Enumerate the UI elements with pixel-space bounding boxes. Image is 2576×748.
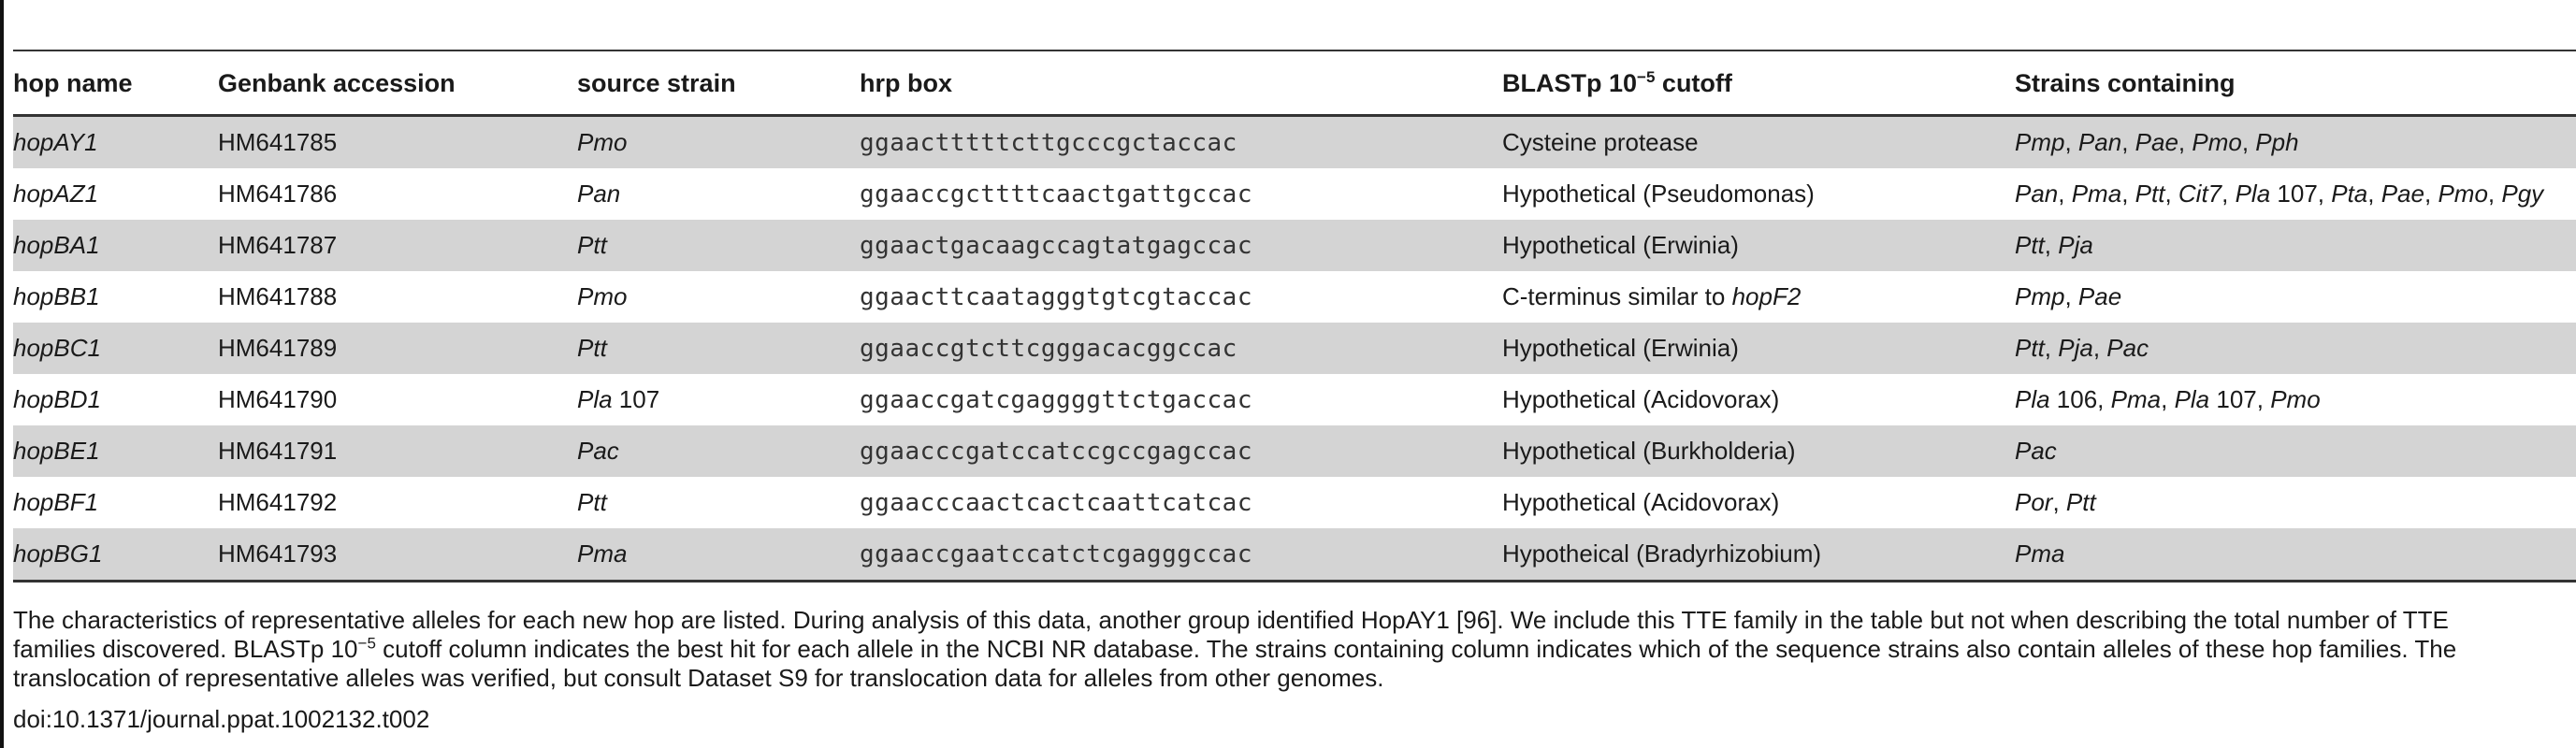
cell-hrp-box: ggaaccgatcgaggggttctgaccac (860, 385, 1252, 414)
cell-source-strain (577, 323, 860, 374)
cell-hop-name: hopBF1 (13, 488, 99, 516)
cell-genbank-accession: HM641785 (218, 116, 577, 169)
caption-exponent: −5 (357, 634, 376, 653)
source-strain-name: Pla (577, 385, 613, 413)
cell-source-strain (577, 425, 860, 477)
cell-hrp-box: ggaacttcaatagggtgtcgtaccac (860, 282, 1252, 311)
source-strain-name: Pac (577, 437, 619, 465)
cell-genbank-accession: HM641790 (218, 385, 338, 413)
cell-blastp-hit (1502, 220, 2015, 271)
cell-source-strain (577, 477, 860, 528)
strain-name: Cit7 (2178, 180, 2222, 208)
blastp-hit-text: Cysteine protease (1502, 128, 1699, 156)
table-row (13, 528, 2576, 582)
cell-blastp-hit (1502, 477, 2015, 528)
strain-name: Pmp (2015, 282, 2065, 310)
header-blastp-exponent: −5 (1637, 67, 1656, 86)
table-row (13, 477, 2576, 528)
strain-name: Pla (2015, 385, 2050, 413)
cell-blastp-hit (1502, 116, 2015, 169)
cell-strains-containing: Pan, Pma, Ptt, Cit7, Pla 107, Pta, Pae, Pmo, Pgy (2015, 180, 2544, 208)
blastp-hit-text: Hypotheical (Bradyrhizobium) (1502, 539, 1822, 568)
hop-table (13, 52, 2576, 583)
table-top-rule (13, 50, 2576, 51)
table-row (13, 425, 2576, 477)
source-strain-name: Pmo (577, 282, 628, 310)
cell-hop-name: hopBG1 (13, 528, 218, 582)
cell-blastp-hit (1502, 168, 2015, 220)
header-blastp-prefix: BLASTp 10 (1502, 68, 1638, 97)
cell-blastp-hit (1502, 528, 2015, 582)
caption-line-2-a: families discovered. BLASTp 10 (13, 635, 358, 663)
cell-strains-containing: Pmp, Pae (2015, 282, 2122, 310)
table-row (13, 220, 2576, 271)
blastp-hit-text: Hypothetical (Burkholderia) (1502, 437, 1796, 465)
blastp-hit-text: Hypothetical (Pseudomonas) (1502, 180, 1815, 208)
header-hrp-box: hrp box (860, 52, 1502, 116)
cell-strains-containing: Ptt, Pja, Pac (2015, 323, 2576, 374)
cell-genbank-accession: HM641792 (218, 488, 338, 516)
blastp-hit-text: C-terminus similar to (1502, 282, 1732, 310)
table-body (13, 116, 2576, 582)
source-strain-name: Pmo (577, 128, 628, 156)
strain-name: Pac (2015, 437, 2057, 465)
cell-hrp-box: ggaaccgcttttcaactgattgccac (860, 180, 1252, 209)
cell-hrp-box: ggaacccaactcactcaattcatcac (860, 488, 1252, 517)
table-caption (13, 606, 2576, 693)
header-blastp-suffix: cutoff (1655, 68, 1732, 97)
cell-hop-name: hopAZ1 (13, 180, 99, 208)
cell-source-strain (577, 271, 860, 323)
cell-hop-name: hopBB1 (13, 282, 100, 310)
cell-genbank-accession: HM641791 (218, 425, 577, 477)
blastp-hit-gene: hopF2 (1731, 282, 1802, 310)
cell-hop-name: hopAY1 (13, 116, 218, 169)
source-strain-name: Ptt (577, 488, 607, 516)
strain-name: Por (2015, 488, 2053, 516)
cell-strains-containing: Por, Ptt (2015, 488, 2096, 516)
strain-name: Pan (2015, 180, 2059, 208)
table-row (13, 116, 2576, 169)
strain-name: Pae (2135, 128, 2178, 156)
source-strain-name: Pan (577, 180, 621, 208)
strain-name: Pan (2077, 128, 2122, 156)
strain-name: Pae (2077, 282, 2122, 310)
caption-line-3: translocation of representative alleles was verified, but consult Dataset S9 for translocation data for alleles from other genomes. (13, 664, 1384, 692)
strain-name: Ptt (2015, 334, 2045, 362)
cell-genbank-accession: HM641786 (218, 180, 338, 208)
strain-name: Ptt (2015, 231, 2045, 259)
source-strain-name: Pma (577, 539, 628, 568)
cell-hrp-box: ggaactgacaagccagtatgagccac (860, 220, 1502, 271)
blastp-hit-text: Hypothetical (Acidovorax) (1502, 385, 1780, 413)
caption-line-2 (13, 635, 2576, 664)
strain-name: Pma (2015, 539, 2065, 568)
strain-name: Pph (2255, 128, 2299, 156)
cell-genbank-accession: HM641787 (218, 220, 577, 271)
source-strain-name: Ptt (577, 231, 607, 259)
cell-strains-containing: Pla 106, Pma, Pla 107, Pmo (2015, 385, 2321, 413)
page-left-border (0, 0, 4, 748)
caption-line-1: The characteristics of representative alleles for each new hop are listed. During analysis of this data, another group identified HopAY1 [96]. We include this TTE family in the table but not when describing the total number of TTE (13, 606, 2449, 634)
cell-genbank-accession: HM641793 (218, 528, 577, 582)
strain-name: Pmp (2015, 128, 2065, 156)
cell-source-strain (577, 168, 860, 220)
cell-hop-name: hopBC1 (13, 323, 218, 374)
table-row (13, 323, 2576, 374)
blastp-hit-text: Hypothetical (Erwinia) (1502, 231, 1739, 259)
header-hop-name: hop name (13, 52, 218, 116)
cell-blastp-hit (1502, 271, 2015, 323)
blastp-hit-text: Hypothetical (Erwinia) (1502, 334, 1739, 362)
cell-hrp-box: ggaaccgtcttcgggacacggccac (860, 323, 1502, 374)
cell-genbank-accession: HM641789 (218, 323, 577, 374)
strain-name: Pmo (2438, 180, 2488, 208)
strain-name: Ptt (2135, 180, 2165, 208)
table-row (13, 168, 2576, 220)
cell-strains-containing (2015, 528, 2576, 582)
cell-genbank-accession: HM641788 (218, 282, 338, 310)
strain-name: Pja (2058, 334, 2093, 362)
strain-name: Pla (2235, 180, 2271, 208)
cell-hop-name: hopBA1 (13, 220, 218, 271)
header-source-strain: source strain (577, 52, 860, 116)
cell-hop-name: hopBE1 (13, 425, 218, 477)
cell-hrp-box: ggaactttttcttgcccgctaccac (860, 116, 1502, 169)
cell-hrp-box: ggaacccgatccatccgccgagccac (860, 425, 1502, 477)
table-header-row (13, 52, 2576, 116)
cell-hop-name: hopBD1 (13, 385, 101, 413)
cell-source-strain (577, 220, 860, 271)
strain-name: Pgy (2501, 180, 2544, 208)
strain-name: Pma (2071, 180, 2122, 208)
cell-strains-containing (2015, 425, 2576, 477)
table-row (13, 271, 2576, 323)
blastp-hit-text: Hypothetical (Acidovorax) (1502, 488, 1780, 516)
cell-hrp-box: ggaaccgaatccatctcgagggccac (860, 528, 1502, 582)
cell-source-strain (577, 374, 860, 425)
header-strains-containing: Strains containing (2015, 52, 2576, 116)
strain-name: Pae (2381, 180, 2424, 208)
table-row (13, 374, 2576, 425)
caption-line-2-b: cutoff column indicates the best hit for each allele in the NCBI NR database. The strains containing column indicates which of the sequence strains also contain alleles of these hop families. The (375, 635, 2457, 663)
strain-name: Pmo (2270, 385, 2321, 413)
cell-strains-containing: Pmp, Pan, Pae, Pmo, Pph (2015, 116, 2576, 169)
strain-name: Pac (2106, 334, 2149, 362)
strain-name: Pla (2174, 385, 2210, 413)
source-strain-name: Ptt (577, 334, 607, 362)
cell-blastp-hit (1502, 374, 2015, 425)
cell-source-strain (577, 528, 860, 582)
cell-strains-containing: Ptt, Pja (2015, 220, 2576, 271)
strain-name: Ptt (2065, 488, 2096, 516)
doi-text: doi:10.1371/journal.ppat.1002132.t002 (13, 705, 430, 733)
strain-name: Pmo (2192, 128, 2242, 156)
cell-source-strain (577, 116, 860, 169)
strain-name: Pma (2110, 385, 2162, 413)
header-genbank-accession: Genbank accession (218, 52, 577, 116)
strain-name: Pta (2331, 180, 2368, 208)
cell-blastp-hit (1502, 323, 2015, 374)
header-blastp-cutoff (1502, 52, 2015, 116)
strain-name: Pja (2058, 231, 2093, 259)
cell-blastp-hit (1502, 425, 2015, 477)
source-strain-number: 107 (612, 385, 660, 413)
